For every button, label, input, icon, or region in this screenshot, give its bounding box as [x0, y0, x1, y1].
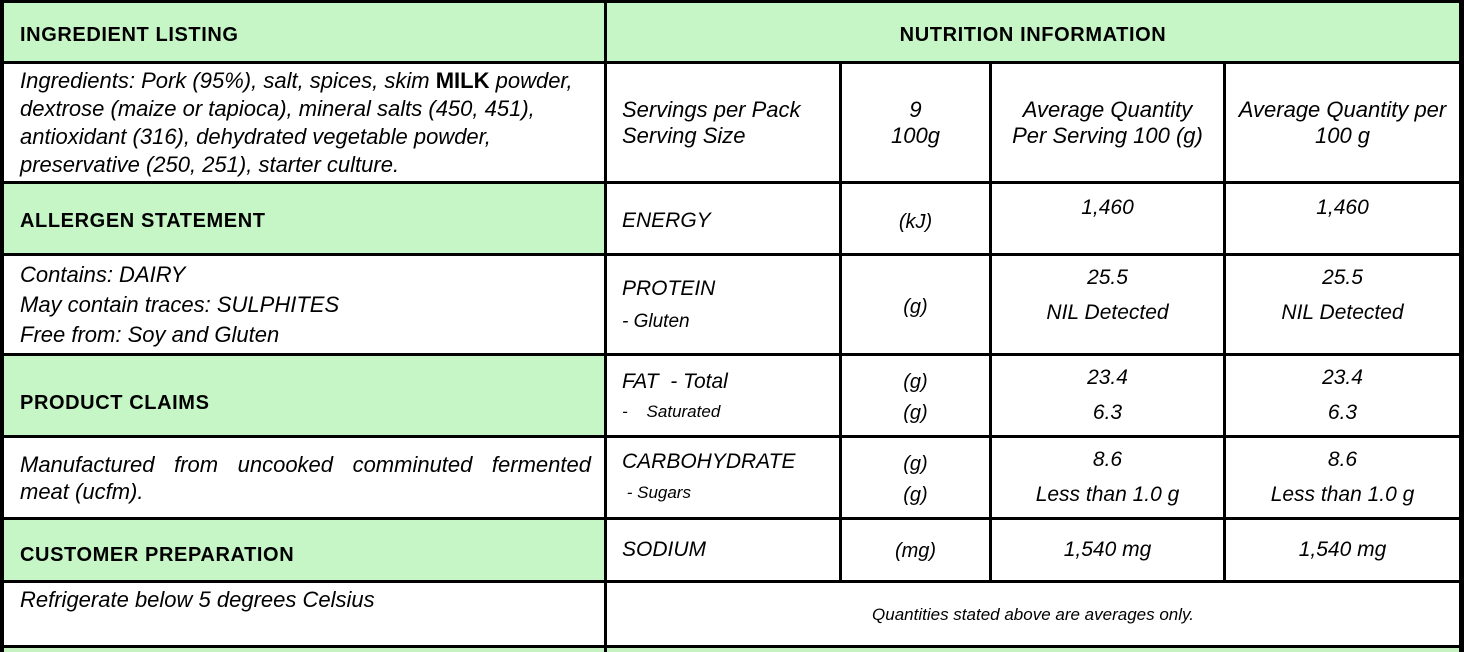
- servings-label: [607, 97, 854, 149]
- nutrient-per-serving: 1,540 mg: [1063, 538, 1152, 561]
- frame-line: [0, 61, 1464, 64]
- frame-line: [1459, 0, 1464, 652]
- row-divider: [607, 517, 1459, 520]
- serving-size-value: 100g: [891, 123, 940, 148]
- row-divider: [607, 353, 1459, 356]
- servings-values: [842, 97, 989, 149]
- nutrient-per-serving-sub: NIL Detected: [1046, 301, 1169, 324]
- nutrient-per-100g: 25.5: [1322, 266, 1363, 289]
- product-claims-header: [4, 356, 604, 435]
- nutrition-table: [607, 64, 1459, 580]
- customer-preparation-heading: CUSTOMER PREPARATION: [20, 544, 295, 566]
- product-claims-line2: meat (ucfm).: [20, 479, 144, 504]
- frame-line: [604, 0, 607, 652]
- nutrient-per-serving-sub: Less than 1.0 g: [1035, 483, 1180, 506]
- nutrient-per-100g: 23.4: [1322, 366, 1363, 389]
- allergen-statement-heading: ALLERGEN STATEMENT: [20, 210, 266, 232]
- nutrient-label: FAT - Total: [622, 370, 728, 393]
- footnote-text: Quantities stated above are averages only.: [872, 605, 1194, 624]
- nutrient-per-100g-sub: Less than 1.0 g: [1270, 483, 1415, 506]
- nutrient-per-100g: 1,540 mg: [1298, 538, 1387, 561]
- nutrient-per-serving-sub: 6.3: [1092, 401, 1123, 424]
- frame-line: [0, 0, 1464, 3]
- nutrient-unit: (mg): [894, 540, 937, 562]
- nutrient-label: ENERGY: [622, 209, 711, 232]
- frame-line: [0, 645, 1464, 648]
- nutrient-per-100g: 8.6: [1327, 448, 1358, 471]
- nutrient-per-serving: 1,460: [1081, 196, 1134, 219]
- nutrient-unit: (kJ): [898, 211, 933, 233]
- ingredients-milk: MILK: [435, 68, 490, 93]
- servings-per-pack-value: 9: [909, 97, 922, 122]
- ingredients-prefix: Ingredients: Pork (95%), salt, spices, skim: [20, 68, 436, 93]
- nutrient-per-serving: 25.5: [1087, 266, 1128, 289]
- column-divider: [839, 64, 842, 580]
- frame-line: [0, 435, 607, 438]
- serving-size-label: Serving Size: [622, 123, 746, 148]
- nutrient-label: PROTEIN: [622, 277, 716, 300]
- nutrient-per-100g: 1,460: [1316, 196, 1369, 219]
- ingredients-text: [20, 67, 590, 179]
- column-divider: [1223, 64, 1226, 580]
- product-claims-line1: Manufactured from uncooked comminuted fermented: [20, 452, 591, 477]
- row-divider: [607, 181, 1459, 184]
- customer-preparation-cell: [4, 583, 604, 645]
- nutrient-sub-label: - Gluten: [622, 311, 690, 332]
- per-100g-header-line1: Average Quantity per: [1238, 97, 1447, 122]
- allergen-cell: [4, 256, 604, 353]
- allergen-line: Contains: DAIRY: [20, 262, 186, 287]
- nutrition-information-header: [607, 3, 1459, 61]
- ingredient-listing-header: [4, 3, 604, 61]
- nutrient-unit: (g): [903, 371, 928, 393]
- frame-line: [0, 517, 607, 520]
- nutrient-per-serving: 8.6: [1092, 448, 1123, 471]
- frame-line: [0, 253, 607, 256]
- per-100g-header-line2: 100 g: [1314, 123, 1371, 148]
- frame-line: [0, 181, 607, 184]
- column-divider: [989, 64, 992, 580]
- nutrient-per-100g-sub: NIL Detected: [1281, 301, 1404, 324]
- row-divider: [607, 435, 1459, 438]
- nutrient-per-100g-sub: 6.3: [1327, 401, 1358, 424]
- footnote-cell: [607, 583, 1459, 645]
- per-100g-column-header: [1226, 97, 1459, 149]
- servings-per-pack-label: Servings per Pack: [622, 97, 801, 122]
- per-serving-header-line1: Average Quantity: [1022, 97, 1193, 122]
- nutrition-information-heading: NUTRITION INFORMATION: [899, 24, 1167, 46]
- nutrient-per-serving: 23.4: [1087, 366, 1128, 389]
- allergen-line: May contain traces: SULPHITES: [20, 292, 340, 317]
- row-divider: [607, 253, 1459, 256]
- nutrient-label: CARBOHYDRATE: [622, 450, 796, 473]
- customer-preparation-text: Refrigerate below 5 degrees Celsius: [20, 587, 375, 612]
- frame-line: [0, 0, 4, 652]
- nutrient-label: SODIUM: [622, 538, 706, 561]
- ingredients-cell: [4, 64, 604, 181]
- per-serving-header-line2: Per Serving 100 (g): [1012, 123, 1203, 148]
- product-claims-heading: PRODUCT CLAIMS: [20, 392, 210, 414]
- nutrient-unit: (g): [903, 453, 928, 475]
- nutrient-sub-label: - Saturated: [622, 402, 721, 421]
- nutrient-unit-sub: (g): [903, 402, 928, 424]
- allergen-line: Free from: Soy and Gluten: [20, 322, 280, 347]
- frame-line: [0, 580, 1464, 583]
- frame-line: [0, 353, 607, 356]
- nutrient-unit: (g): [903, 296, 928, 318]
- per-serving-column-header: [992, 97, 1223, 149]
- nutrient-unit-sub: (g): [903, 484, 928, 506]
- ingredient-listing-heading: INGREDIENT LISTING: [20, 24, 239, 46]
- nutrient-sub-label: - Sugars: [622, 483, 691, 502]
- customer-preparation-header: [4, 520, 604, 580]
- product-claims-cell: [4, 438, 604, 517]
- allergen-statement-header: [4, 184, 604, 253]
- ingredients-rest: powder, dextrose (maize or tapioca), mineral salts (450, 451), antioxidant (316), dehydrated vegetable powder, preservative (250, 251), starter culture.: [20, 68, 573, 177]
